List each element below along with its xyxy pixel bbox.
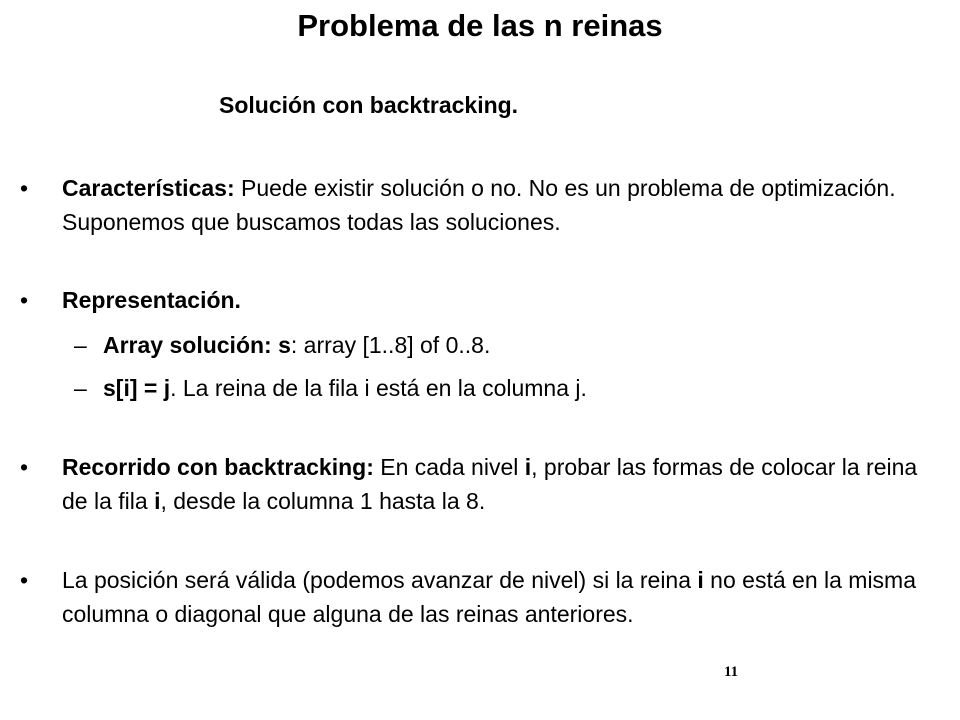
sub-body: . La reina de la fila i está en la columna j.	[170, 375, 587, 401]
bullet-marker: •	[20, 567, 29, 593]
sub-body: : array [1..8] of 0..8.	[290, 332, 491, 358]
slide-subtitle: Solución con backtracking.	[219, 92, 519, 118]
sub-bold-var: s	[271, 332, 291, 358]
bullet-body: , desde la columna 1 hasta la 8.	[160, 488, 486, 514]
bullet-body: , probar las formas de colocar la reina de la fila	[62, 454, 918, 514]
bullet-var: i	[154, 488, 161, 514]
bullet-var: i	[697, 567, 704, 593]
sub-item-assignment	[103, 371, 587, 405]
bullet-marker: •	[20, 287, 29, 313]
sub-label: s[i] = j	[103, 375, 171, 401]
bullet-label: Representación.	[62, 287, 241, 313]
bullet-body: La posición será válida (podemos avanzar de nivel) si la reina	[62, 567, 698, 593]
bullet-var: i	[524, 454, 532, 480]
bullet-recorrido	[62, 450, 922, 518]
page-number: 11	[724, 664, 739, 680]
bullet-marker: •	[20, 454, 29, 480]
bullet-body: En cada nivel	[373, 454, 525, 480]
sub-marker: –	[74, 375, 87, 401]
bullet-body: no está en la misma columna o diagonal que alguna de las reinas anteriores.	[62, 567, 917, 627]
bullet-marker: •	[20, 175, 29, 201]
bullet-caracteristicas	[62, 171, 922, 239]
bullet-posicion	[62, 563, 922, 631]
bullet-body: Puede existir solución o no. No es un problema de optimización. Suponemos que buscamos todas las soluciones.	[62, 175, 896, 235]
bullet-representacion	[62, 283, 922, 317]
bullet-label: Recorrido con backtracking:	[62, 454, 374, 480]
slide-title: Problema de las n reinas	[297, 8, 663, 43]
sub-label: Array solución:	[103, 332, 272, 358]
sub-item-array	[103, 328, 490, 362]
bullet-label: Características:	[62, 175, 235, 201]
sub-marker: –	[74, 332, 87, 358]
